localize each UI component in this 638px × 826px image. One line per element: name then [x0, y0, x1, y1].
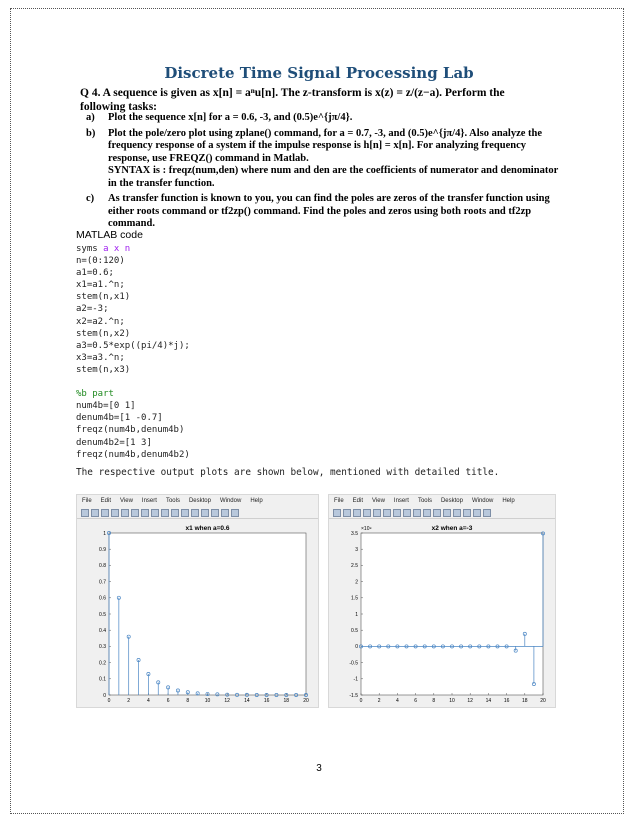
code-line: a2=-3;: [76, 304, 109, 315]
x-tick-label: 18: [283, 698, 290, 704]
stem-plot-x2: [329, 519, 557, 707]
y-tick-label: 1: [355, 611, 358, 618]
toolbar-button[interactable]: [191, 509, 199, 517]
menu-item-view[interactable]: View: [120, 498, 133, 504]
figure-menubar: [77, 495, 318, 507]
task-text: Plot the pole/zero plot using zplane() command, for a = 0.7, -3, and (0.5)e^{jπ/4}. Also analyze the frequency response of a system if the impulse response is h[n] = x[n]. For analyzing frequency response, use FREQZ() command in Matlab.: [108, 127, 543, 164]
x-tick-label: 12: [224, 698, 230, 704]
x-tick-label: 0: [107, 698, 111, 704]
toolbar-button[interactable]: [353, 509, 361, 517]
y-tick-label: 0.1: [99, 676, 106, 683]
question-text-2: following tasks:: [80, 101, 157, 113]
menu-item-help[interactable]: Help: [502, 498, 515, 504]
toolbar-button[interactable]: [111, 509, 119, 517]
figure-toolbar: [77, 507, 318, 519]
menu-item-view[interactable]: View: [372, 498, 385, 504]
y-tick-label: 0.3: [99, 644, 106, 651]
figure-window-2[interactable]: [328, 494, 556, 708]
task-label: c): [86, 193, 95, 204]
task-c: [86, 193, 566, 231]
x-tick-label: 8: [432, 698, 436, 704]
document-title: Discrete Time Signal Processing Lab: [164, 64, 474, 82]
stem-plot-x1: [77, 519, 320, 707]
matlab-code-label: MATLAB code: [76, 229, 143, 241]
code-line: denum4b=[1 -0.7]: [76, 413, 163, 424]
syntax-text: SYNTAX is : freqz(num,den) where num and den are the coefficients of numerator and denominator in the transfer function.: [108, 165, 559, 189]
y-tick-label: 0.4: [99, 628, 106, 634]
task-label: b): [86, 127, 96, 139]
page-number: 3: [316, 763, 322, 774]
menu-item-file[interactable]: File: [82, 498, 92, 504]
toolbar-button[interactable]: [121, 509, 129, 517]
toolbar-button[interactable]: [483, 509, 491, 517]
x-tick-label: 2: [127, 698, 131, 704]
toolbar-button[interactable]: [343, 509, 351, 517]
code-line: n=(0:120): [76, 256, 125, 267]
code-line: a1=0.6;: [76, 268, 114, 279]
code-line: stem(n,x2): [76, 328, 131, 339]
x-tick-label: 10: [449, 698, 455, 704]
y-tick-label: 0.2: [99, 660, 106, 667]
toolbar-button[interactable]: [333, 509, 341, 517]
axis-exponent: ×10⁹: [361, 526, 372, 532]
plot-area: [361, 533, 543, 695]
toolbar-button[interactable]: [81, 509, 89, 517]
y-tick-label: 3.5: [351, 530, 358, 537]
toolbar-button[interactable]: [463, 509, 471, 517]
toolbar-button[interactable]: [433, 509, 441, 517]
toolbar-button[interactable]: [141, 509, 149, 517]
toolbar-button[interactable]: [453, 509, 461, 517]
toolbar-button[interactable]: [171, 509, 179, 517]
code-line: %b part: [76, 389, 114, 400]
code-line: stem(n,x3): [76, 364, 131, 375]
y-tick-label: 0.9: [99, 547, 106, 553]
toolbar-button[interactable]: [363, 509, 371, 517]
y-tick-label: -1: [353, 676, 358, 683]
task-text: Plot the sequence x[n] for a = 0.6, -3, and (0.5)e^{jπ/4}.: [108, 112, 353, 123]
x-tick-label: 14: [485, 698, 492, 704]
y-tick-label: 0: [355, 644, 358, 651]
x-tick-label: 12: [467, 698, 473, 704]
menu-item-edit[interactable]: Edit: [352, 498, 364, 504]
x-tick-label: 14: [244, 698, 250, 704]
code-block: [76, 243, 190, 461]
code-line: num4b=[0 1]: [76, 401, 136, 412]
code-line: x2=a2.^n;: [76, 316, 125, 327]
chart-title: x2 when a=-3: [431, 525, 473, 532]
x-tick-label: 6: [414, 698, 417, 704]
menu-item-tools[interactable]: Tools: [165, 498, 180, 504]
x-tick-label: 2: [377, 698, 381, 704]
toolbar-button[interactable]: [443, 509, 451, 517]
code-line: denum4b2=[1 3]: [76, 437, 152, 448]
menu-item-desktop[interactable]: Desktop: [188, 498, 211, 504]
y-tick-label: 0.6: [99, 595, 106, 602]
y-tick-label: 2.5: [351, 563, 358, 570]
x-tick-label: 20: [540, 698, 546, 704]
plots-caption: The respective output plots are shown below, mentioned with detailed title.: [76, 467, 500, 478]
question-line-1: [80, 86, 580, 100]
figure-menubar: [329, 495, 555, 507]
menu-item-window[interactable]: Window: [219, 498, 242, 504]
code-line: x1=a1.^n;: [76, 280, 125, 291]
y-tick-label: -1.5: [349, 692, 358, 699]
toolbar-button[interactable]: [101, 509, 109, 517]
x-tick-label: 4: [396, 698, 399, 704]
toolbar-button[interactable]: [181, 509, 189, 517]
x-tick-label: 10: [204, 698, 211, 704]
y-tick-label: 0.7: [99, 579, 106, 586]
toolbar-button[interactable]: [211, 509, 219, 517]
y-tick-label: 1.5: [351, 595, 358, 602]
y-tick-label: 0.8: [99, 563, 106, 570]
task-a: [86, 112, 566, 125]
toolbar-button[interactable]: [221, 509, 229, 517]
y-tick-label: 0.5: [99, 611, 106, 618]
y-tick-label: 2: [355, 579, 358, 586]
task-label: a): [86, 112, 95, 123]
menu-item-edit[interactable]: Edit: [100, 498, 112, 504]
code-line: stem(n,x1): [76, 292, 131, 303]
menu-item-help[interactable]: Help: [250, 498, 263, 504]
x-tick-label: 16: [263, 698, 270, 704]
menu-item-window[interactable]: Window: [471, 498, 494, 504]
chart-title: x1 when a=0.6: [185, 525, 230, 532]
menu-item-file[interactable]: File: [334, 498, 344, 504]
x-tick-label: 4: [147, 698, 150, 704]
y-tick-label: 3: [355, 547, 358, 553]
toolbar-button[interactable]: [161, 509, 169, 517]
task-list: [86, 112, 566, 234]
toolbar-button[interactable]: [201, 509, 209, 517]
figure-window-1[interactable]: [76, 494, 319, 708]
toolbar-button[interactable]: [383, 509, 391, 517]
toolbar-button[interactable]: [393, 509, 401, 517]
x-tick-label: 8: [186, 698, 190, 704]
code-line: syms a x n: [76, 244, 131, 254]
toolbar-button[interactable]: [403, 509, 411, 517]
y-tick-label: 1: [103, 530, 106, 537]
code-line: [76, 376, 190, 388]
x-tick-label: 0: [359, 698, 363, 704]
menu-item-insert[interactable]: Insert: [141, 498, 157, 504]
task-text: As transfer function is known to you, you can find the poles are zeros of the transfer function using either roots command or tf2zp() command. Find the poles and zeros using both roots and tf2zp command.: [108, 193, 550, 229]
toolbar-button[interactable]: [91, 509, 99, 517]
menu-item-tools[interactable]: Tools: [417, 498, 432, 504]
menu-item-desktop[interactable]: Desktop: [440, 498, 463, 504]
toolbar-button[interactable]: [151, 509, 159, 517]
code-line: a3=0.5*exp((pi/4)*j);: [76, 340, 190, 351]
toolbar-button[interactable]: [231, 509, 239, 517]
y-tick-label: 0: [103, 692, 106, 699]
task-b: [86, 128, 566, 191]
task-body: [108, 128, 566, 191]
toolbar-button[interactable]: [131, 509, 139, 517]
y-tick-label: -0.5: [349, 660, 358, 667]
toolbar-button[interactable]: [373, 509, 381, 517]
x-tick-label: 16: [503, 698, 510, 704]
question-text: Q 4. A sequence is given as x[n] = aⁿu[n]. The z-transform is x(z) = z/(z−a). Perform the: [80, 87, 505, 99]
code-line: freqz(num4b,denum4b2): [76, 449, 190, 460]
code-line: x3=a3.^n;: [76, 352, 125, 363]
figure-toolbar: [329, 507, 555, 519]
x-tick-label: 18: [522, 698, 528, 704]
toolbar-button[interactable]: [423, 509, 431, 517]
menu-item-insert[interactable]: Insert: [393, 498, 409, 504]
toolbar-button[interactable]: [473, 509, 481, 517]
y-tick-label: 0.5: [351, 628, 358, 634]
x-tick-label: 6: [166, 698, 170, 704]
toolbar-button[interactable]: [413, 509, 421, 517]
x-tick-label: 20: [303, 698, 309, 704]
code-line: freqz(num4b,denum4b): [76, 425, 185, 436]
